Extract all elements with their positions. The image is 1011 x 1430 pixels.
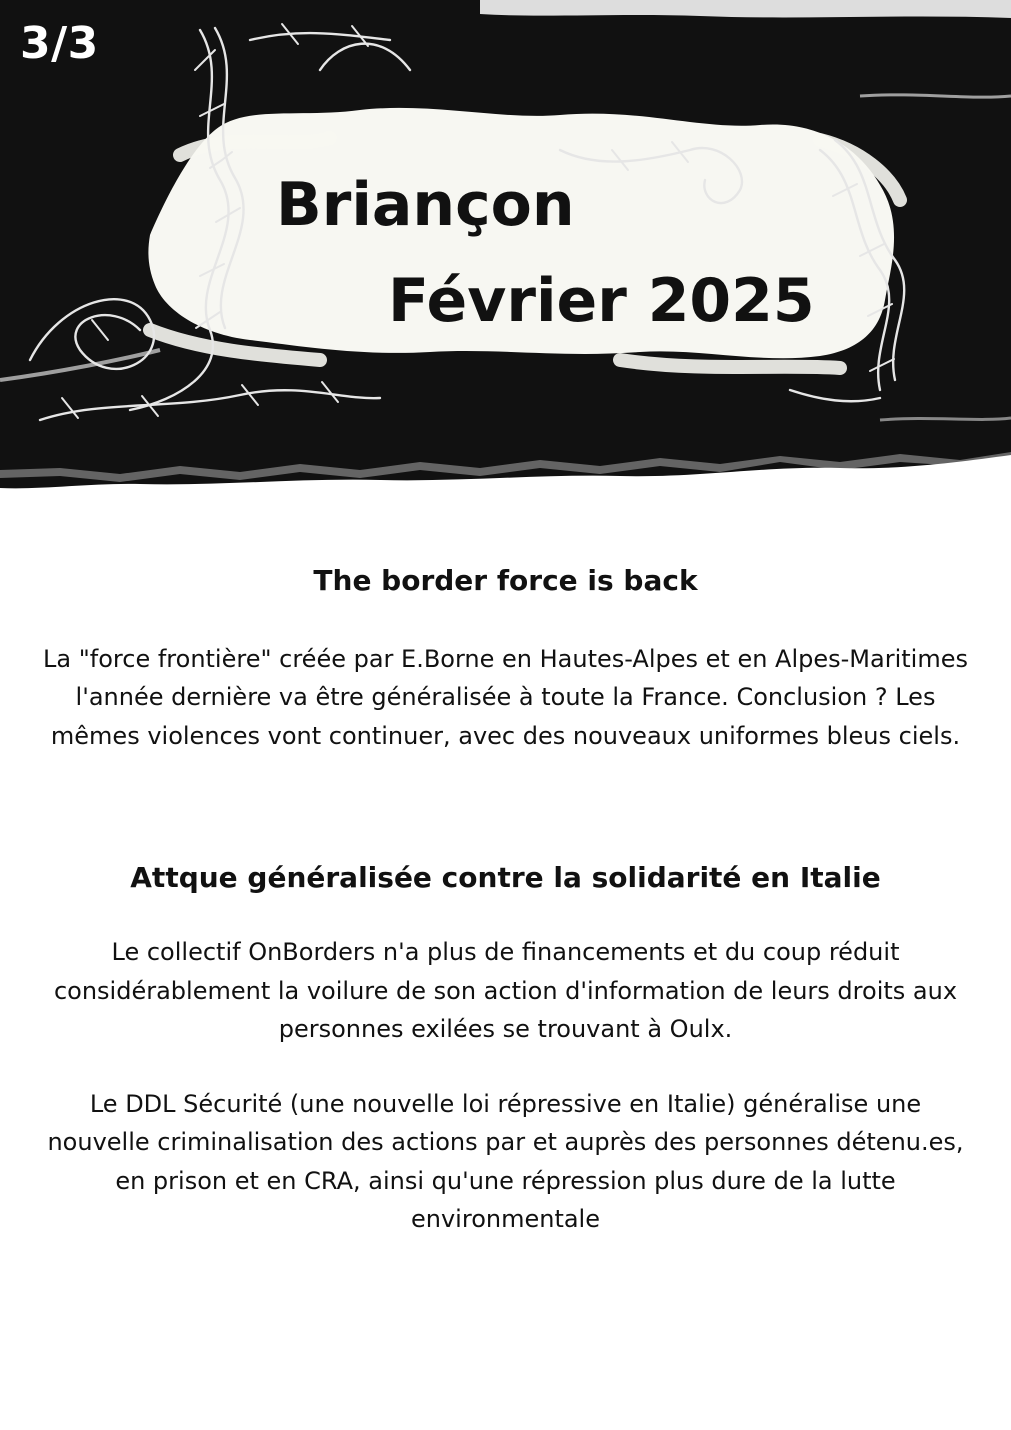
section-paragraph-onborders: Le collectif OnBorders n'a plus de financements et du coup réduit considérablement la voilure de son action d'information de leurs droits aux personnes exilées se trouvant à Oulx.: [53, 938, 958, 1044]
section-heading-border-force: The border force is back: [313, 564, 698, 597]
page-counter: 3/3: [20, 18, 99, 69]
page-title-date: Février 2025: [388, 266, 815, 336]
page-title-place: Briançon: [276, 170, 575, 240]
section-paragraph-ddl-securite: Le DDL Sécurité (une nouvelle loi répressive en Italie) généralise une nouvelle criminalisation des actions par et auprès des personnes détenu.es, en prison et en CRA, ainsi qu'une répression plus dure de la lutte environmentale: [47, 1089, 964, 1234]
section-paragraph-border-force: La "force frontière" créée par E.Borne en Hautes-Alpes et en Alpes-Maritimes l'année dernière va être généralisée à toute la France. Conclusion ? Les mêmes violences vont continuer, avec des nouveaux uniformes bleus ciels.: [43, 644, 968, 750]
header-banner: [0, 0, 1011, 500]
barbed-wire-icon: [0, 0, 1011, 500]
section-heading-italy: Attque généralisée contre la solidarité en Italie: [130, 861, 881, 895]
article-body: [40, 562, 971, 1239]
